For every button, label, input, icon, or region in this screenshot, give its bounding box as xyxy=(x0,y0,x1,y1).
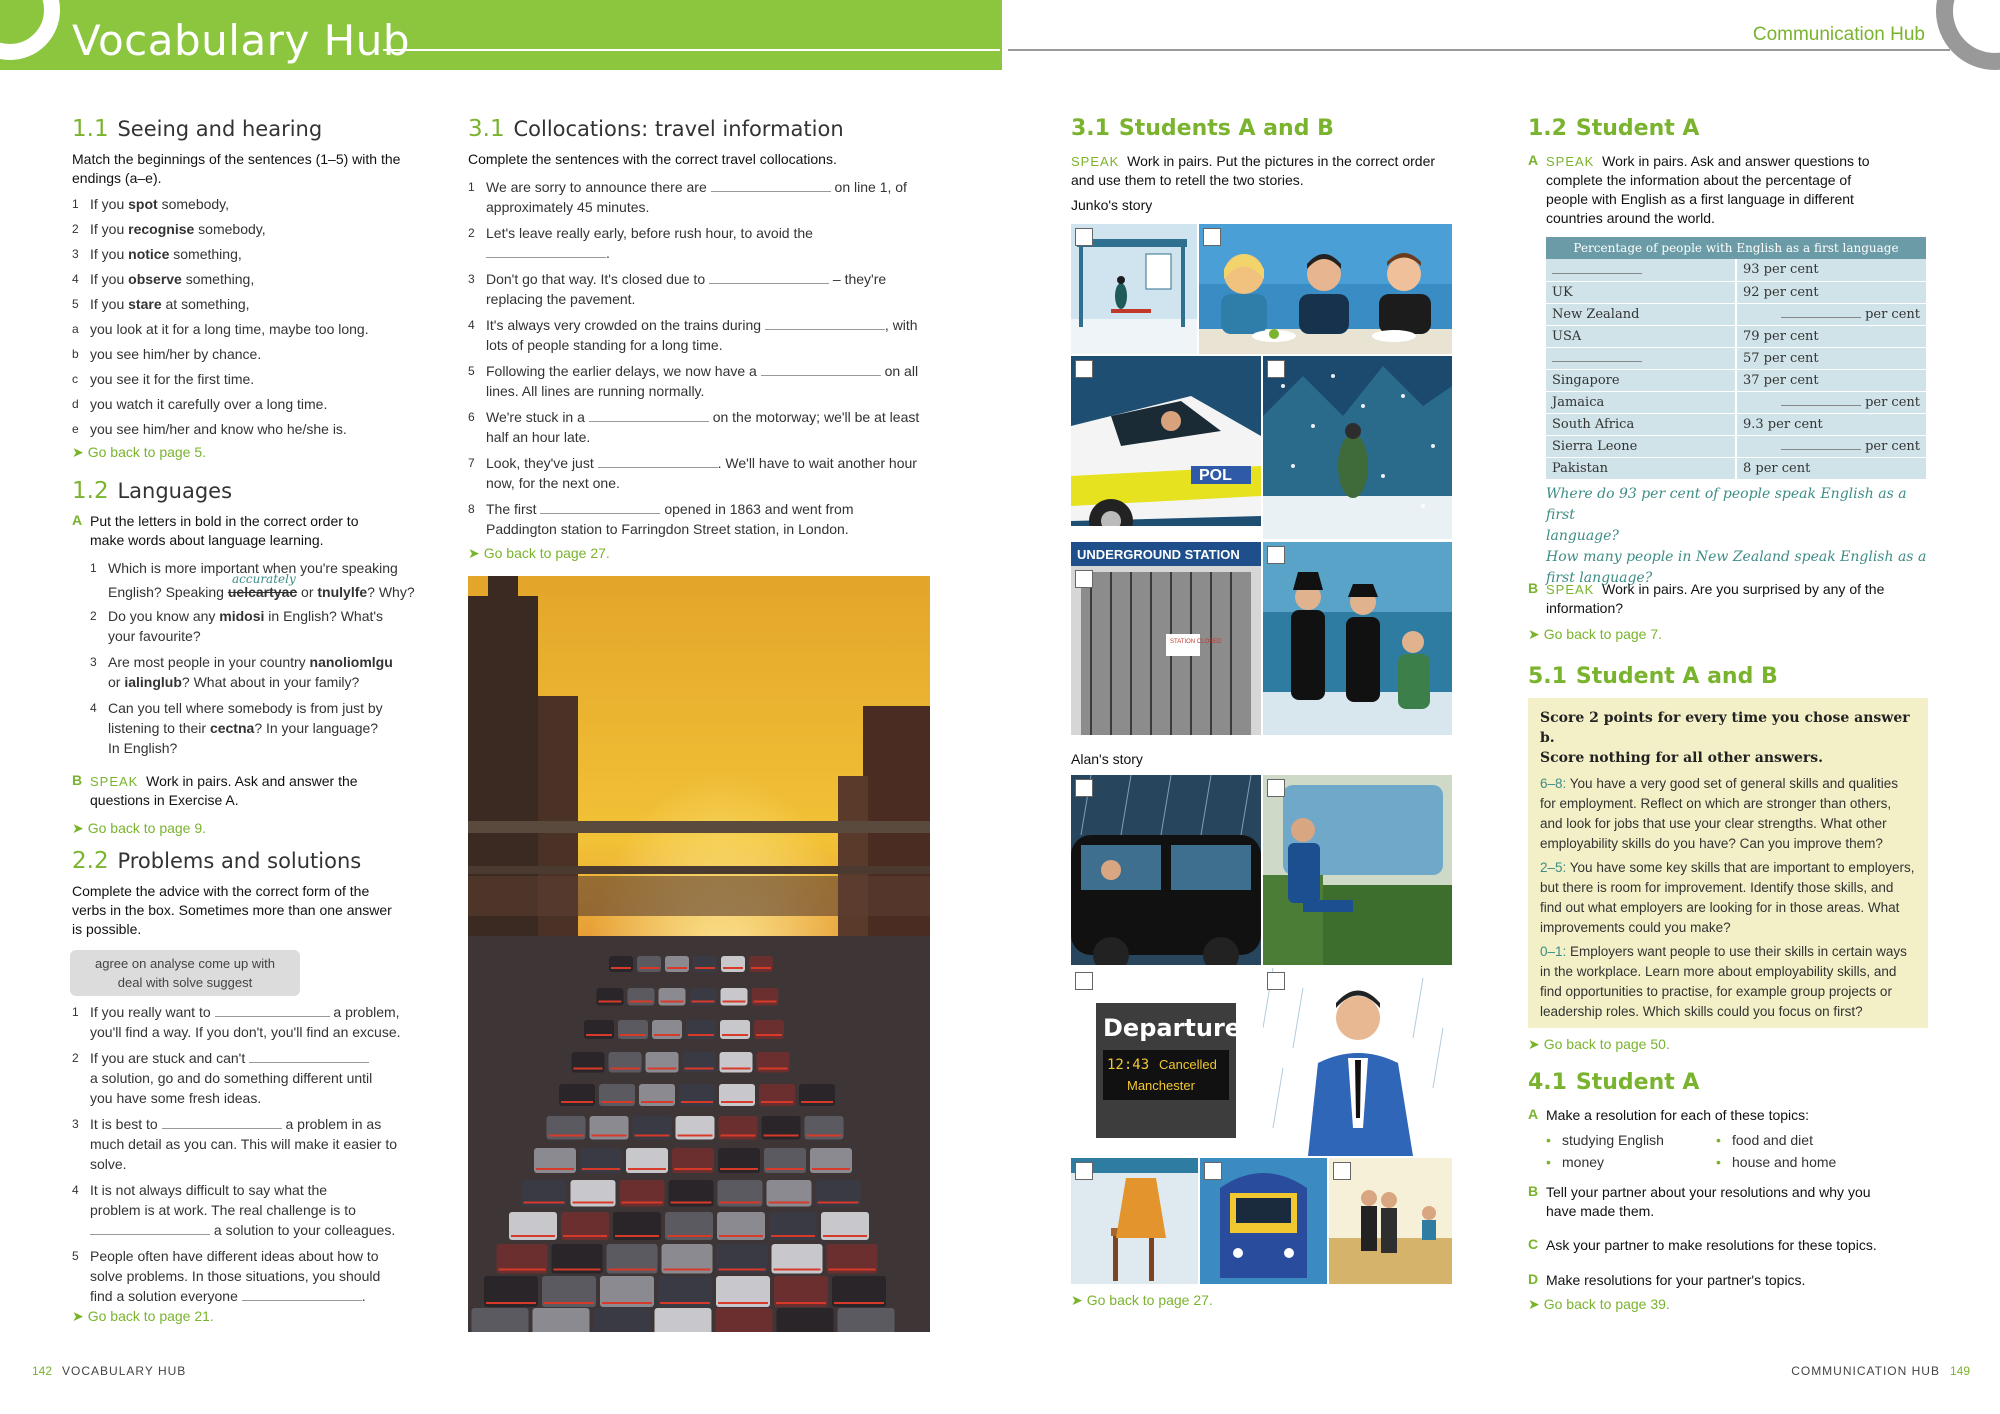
svg-text:12:43: 12:43 xyxy=(1107,1057,1150,1073)
car-taillight xyxy=(720,1168,758,1170)
picture-underground-station-closed xyxy=(1071,542,1261,735)
list-item-line: In English? xyxy=(108,740,178,756)
car-taillight xyxy=(601,1101,633,1103)
car-taillight xyxy=(766,1168,804,1170)
list-item: 5 If you stare at something, xyxy=(72,296,250,312)
picture-train xyxy=(1200,1158,1327,1284)
car-taillight xyxy=(723,967,743,969)
order-checkbox[interactable] xyxy=(1267,779,1285,797)
car xyxy=(609,956,633,972)
word-box: agree on analyse come up with deal with solve suggest xyxy=(70,950,300,996)
car xyxy=(594,1308,651,1332)
car-taillight xyxy=(751,967,771,969)
car-taillight xyxy=(511,1235,555,1237)
section-number: 1.1 xyxy=(72,116,109,142)
car-taillight xyxy=(722,1034,748,1036)
car-taillight xyxy=(499,1269,546,1271)
car-taillight xyxy=(639,967,659,969)
section-1-1-seeing-hearing xyxy=(72,116,412,462)
car-taillight xyxy=(807,1135,842,1137)
percentage-table xyxy=(1546,237,1926,480)
car xyxy=(693,956,717,972)
car-taillight xyxy=(719,1235,763,1237)
arrow-right-icon: ➤ xyxy=(72,444,84,460)
order-checkbox[interactable] xyxy=(1075,360,1093,378)
list-item: b you see him/her by chance. xyxy=(72,346,262,362)
car-taillight xyxy=(823,1235,867,1237)
car-taillight xyxy=(615,1235,659,1237)
picture-police-car xyxy=(1071,356,1261,539)
car-taillight xyxy=(829,1269,876,1271)
handwritten-answer: accurately xyxy=(232,572,296,586)
car-taillight xyxy=(524,1202,565,1204)
car xyxy=(752,988,779,1006)
page-number: 149 xyxy=(1949,1364,1970,1378)
section-title: Student A and B xyxy=(1575,664,1778,689)
go-back-link-page-7[interactable]: ➤ Go back to page 7. xyxy=(1528,626,1663,642)
section-4-1-student-a xyxy=(1528,1070,1928,1314)
svg-text:POL: POL xyxy=(1199,467,1232,484)
footer-right xyxy=(1791,1364,1980,1378)
list-item: • food and diet xyxy=(1716,1132,1813,1148)
order-checkbox[interactable] xyxy=(1267,972,1285,990)
svg-text:Departures: Departures xyxy=(1103,1014,1256,1042)
car-taillight xyxy=(761,1101,793,1103)
picture-man-on-train xyxy=(1263,775,1452,965)
list-item-line: approximately 45 minutes. xyxy=(486,199,650,215)
car-taillight xyxy=(592,1135,627,1137)
table-header: Percentage of people with English as a first language xyxy=(1546,237,1926,259)
question-list xyxy=(72,558,422,758)
car-taillight xyxy=(563,1235,607,1237)
section-number: 1.2 xyxy=(1528,116,1567,141)
car xyxy=(749,956,773,972)
list-item: 7 Look, they've just . We'll have to wait another hour xyxy=(468,455,917,471)
car-taillight xyxy=(622,1202,663,1204)
car-taillight xyxy=(544,1302,594,1304)
score-rule: Score nothing for all other answers. xyxy=(1540,750,1824,766)
list-item-line: English? Speaking uelcartyac or tnulylfe? Why? xyxy=(108,584,415,600)
handwritten-question: language? xyxy=(1546,528,1619,544)
car-taillight xyxy=(764,1135,799,1137)
section-title: Collocations: travel information xyxy=(513,117,844,141)
sentence-list xyxy=(468,177,938,539)
advice-list xyxy=(72,1002,422,1326)
page-title-vocabulary-hub: Vocabulary Hub xyxy=(72,16,411,65)
arrow-right-icon: ➤ xyxy=(1528,626,1540,642)
header-rule-right xyxy=(1008,49,1950,51)
section-title: Student A xyxy=(1575,116,1700,141)
car-taillight xyxy=(561,1101,593,1103)
list-item-line: replacing the pavement. xyxy=(486,291,636,307)
list-item: 6 We're stuck in a on the motorway; we'll be at least xyxy=(468,409,920,425)
list-item: 4 If you observe something, xyxy=(72,271,255,287)
header-rule xyxy=(383,49,1000,51)
go-back-link-page-27[interactable]: ➤ Go back to page 27. xyxy=(468,545,610,561)
section-1-2-languages xyxy=(72,478,422,838)
section-2-2-problems-solutions xyxy=(72,848,422,939)
footer-label: VOCABULARY HUB xyxy=(62,1364,187,1378)
car xyxy=(665,956,689,972)
footer-label: COMMUNICATION HUB xyxy=(1791,1364,1940,1378)
list-item: 1 Which is more important when you're speaking xyxy=(90,560,398,576)
section-number: 5.1 xyxy=(1528,664,1567,689)
car xyxy=(628,988,655,1006)
exercise-b: B Tell your partner about your resolutions and why you have made them. xyxy=(1528,1183,1871,1219)
order-checkbox[interactable] xyxy=(1075,972,1093,990)
arrow-right-icon: ➤ xyxy=(1528,1296,1540,1312)
section-number: 3.1 xyxy=(468,116,505,142)
exercise-a: A Make a resolution for each of these topics: xyxy=(1528,1106,1810,1123)
arrow-right-icon: ➤ xyxy=(72,820,84,836)
list-item-line: problem is at work. The real challenge is to xyxy=(90,1202,356,1218)
car xyxy=(721,988,748,1006)
topic-list xyxy=(1528,1129,1928,1173)
list-item: 4 It is not always difficult to say what the xyxy=(72,1182,328,1198)
order-checkbox[interactable] xyxy=(1267,546,1285,564)
picture-coat-on-chair xyxy=(1071,1158,1198,1284)
list-item-line: . xyxy=(468,243,938,263)
go-back-link-page-27-comm[interactable]: ➤ Go back to page 27. xyxy=(1071,1292,1213,1308)
go-back-link-page-21[interactable]: ➤ Go back to page 21. xyxy=(72,1308,214,1324)
car-taillight xyxy=(630,1001,653,1003)
footer-left xyxy=(22,1364,186,1378)
svg-text:UNDERGROUND STATION: UNDERGROUND STATION xyxy=(1077,547,1240,562)
car-taillight xyxy=(723,1001,746,1003)
car-taillight xyxy=(818,1202,859,1204)
section-number: 1.2 xyxy=(72,478,109,504)
list-item-line: find a solution everyone . xyxy=(90,1288,366,1304)
list-item: • house and home xyxy=(1716,1154,1837,1170)
table-row: USA 79 per cent xyxy=(1546,325,1926,347)
car-taillight xyxy=(688,1034,714,1036)
car-taillight xyxy=(719,1269,766,1271)
car-taillight xyxy=(771,1235,815,1237)
car-taillight xyxy=(769,1202,810,1204)
car xyxy=(637,956,661,972)
list-item-line: now, for the next one. xyxy=(486,475,620,491)
car-taillight xyxy=(834,1302,884,1304)
exercise-b: B SPEAK Work in pairs. Ask and answer the questions in Exercise A. xyxy=(72,772,358,808)
car-taillight xyxy=(573,1202,614,1204)
car-taillight xyxy=(801,1101,833,1103)
car-taillight xyxy=(754,1001,777,1003)
car-taillight xyxy=(554,1269,601,1271)
svg-text:Manchester: Manchester xyxy=(1127,1078,1195,1093)
go-back-link-page-5[interactable]: ➤ Go back to page 5. xyxy=(72,444,207,460)
table-row: Singapore 37 per cent xyxy=(1546,369,1926,391)
car xyxy=(716,1308,773,1332)
list-item: 3 It is best to a problem in as xyxy=(72,1116,382,1132)
list-item: 4 Can you tell where somebody is from just by xyxy=(90,700,383,716)
arrow-right-icon: ➤ xyxy=(1071,1292,1083,1308)
list-item: 2 Do you know any midosi in English? What's xyxy=(90,608,384,624)
car-taillight xyxy=(756,1034,782,1036)
car-taillight xyxy=(641,1101,673,1103)
car-taillight xyxy=(609,1269,656,1271)
car-taillight xyxy=(635,1135,670,1137)
instruction: SPEAK Work in pairs. Put the pictures in the correct order and use them to retell the two stories. xyxy=(1071,153,1436,188)
car-taillight xyxy=(681,1101,713,1103)
list-item: 4 It's always very crowded on the trains during , with xyxy=(468,317,918,333)
list-item-line: your favourite? xyxy=(108,628,201,644)
car-taillight xyxy=(664,1269,711,1271)
list-item-line: you'll find a way. If you don't, you'll find an excuse. xyxy=(90,1024,401,1040)
instruction: Match the beginnings of the sentences (1–5) with the endings (a–e). xyxy=(72,151,401,186)
car-taillight xyxy=(718,1302,768,1304)
car-taillight xyxy=(671,1202,712,1204)
car xyxy=(754,1020,784,1039)
traffic-jam-photo xyxy=(468,576,930,1332)
car-taillight xyxy=(661,1001,684,1003)
car-taillight xyxy=(599,1001,622,1003)
car xyxy=(472,1308,529,1332)
list-item: 3 Don't go that way. It's closed due to – they're xyxy=(468,271,887,287)
picture-bus-stop xyxy=(1071,224,1197,354)
car xyxy=(690,988,717,1006)
go-back-link-page-39[interactable]: ➤ Go back to page 39. xyxy=(1528,1296,1670,1312)
list-item: 3 Are most people in your country nanoliomlgu xyxy=(90,654,393,670)
story-label-junko: Junko's story xyxy=(1071,197,1153,213)
table-row: Jamaica per cent xyxy=(1546,391,1926,413)
list-item-line: listening to their cectna? In your language? xyxy=(108,720,379,736)
list-item-line: solve. xyxy=(90,1156,127,1172)
exercise-c: C Ask your partner to make resolutions for these topics. xyxy=(1528,1236,1877,1253)
car-taillight xyxy=(602,1302,652,1304)
car-taillight xyxy=(774,1269,821,1271)
section-3-1-students-a-b xyxy=(1071,116,1471,215)
arrow-right-icon: ➤ xyxy=(1528,1036,1540,1052)
list-item-line: half an hour late. xyxy=(486,429,591,445)
list-item: 2 If you recognise somebody, xyxy=(72,221,266,237)
picture-taxi-rain xyxy=(1071,775,1261,965)
handwritten-question: first language? xyxy=(1546,570,1653,586)
picture-snow-street xyxy=(1263,356,1452,539)
car-taillight xyxy=(721,1101,753,1103)
go-back-link-page-9[interactable]: ➤ Go back to page 9. xyxy=(72,820,207,836)
list-item: • studying English xyxy=(1546,1132,1664,1148)
car-taillight xyxy=(721,1135,756,1137)
car-taillight xyxy=(586,1034,612,1036)
car xyxy=(659,988,686,1006)
car-taillight xyxy=(695,967,715,969)
car-taillight xyxy=(611,967,631,969)
car xyxy=(584,1020,614,1039)
arrow-right-icon: ➤ xyxy=(72,1308,84,1324)
instruction: Complete the advice with the correct form of the verbs in the box. Sometimes more than one answer is possible. xyxy=(72,883,392,937)
car-taillight xyxy=(628,1168,666,1170)
section-title: Student A xyxy=(1575,1070,1700,1095)
picture-hotel-reception xyxy=(1329,1158,1452,1284)
example-questions xyxy=(1546,484,1936,589)
list-item: 3 If you notice something, xyxy=(72,246,242,262)
car-taillight xyxy=(667,967,687,969)
list-item: • money xyxy=(1546,1154,1605,1170)
car xyxy=(533,1308,590,1332)
order-checkbox[interactable] xyxy=(1267,360,1285,378)
car xyxy=(618,1020,648,1039)
exercise-a: A SPEAK Work in pairs. Ask and answer questions to complete the information about the percentage of people with English as a first language in different countries around the world. xyxy=(1528,152,1870,226)
section-1-2-student-a xyxy=(1528,116,1928,228)
score-box xyxy=(1528,698,1928,1028)
section-title: Seeing and hearing xyxy=(117,117,323,141)
score-rule: Score 2 points for every time you chose answer b. xyxy=(1540,710,1910,746)
car-taillight xyxy=(536,1168,574,1170)
list-item: 2 If you are stuck and can't xyxy=(72,1048,422,1068)
arrow-right-icon: ➤ xyxy=(468,545,480,561)
section-title: Problems and solutions xyxy=(117,849,362,873)
list-item-line: lines. All lines are running normally. xyxy=(486,383,705,399)
table-row: Pakistan 8 per cent xyxy=(1546,457,1926,479)
table-row: 93 per cent xyxy=(1546,259,1926,281)
car-taillight xyxy=(549,1135,584,1137)
car-taillight xyxy=(812,1168,850,1170)
car xyxy=(597,988,624,1006)
list-item: 5 Following the earlier delays, we now have a on all xyxy=(468,363,919,379)
car-taillight xyxy=(720,1202,761,1204)
car xyxy=(652,1020,682,1039)
section-number: 3.1 xyxy=(1071,116,1110,141)
order-checkbox[interactable] xyxy=(1333,1162,1351,1180)
car xyxy=(655,1308,712,1332)
section-title: Languages xyxy=(117,479,233,503)
car-taillight xyxy=(776,1302,826,1304)
svg-text:Cancelled: Cancelled xyxy=(1159,1057,1217,1072)
order-checkbox[interactable] xyxy=(1204,1162,1222,1180)
story-label-alan: Alan's story xyxy=(1071,751,1143,767)
list-item: 1 If you spot somebody, xyxy=(72,196,230,212)
car xyxy=(777,1308,834,1332)
car xyxy=(686,1020,716,1039)
car-taillight xyxy=(648,1068,677,1070)
exercise-d: D Make resolutions for your partner's topics. xyxy=(1528,1271,1806,1288)
car-taillight xyxy=(692,1001,715,1003)
table-row: 57 per cent xyxy=(1546,347,1926,369)
car-taillight xyxy=(678,1135,713,1137)
exercise-a: A Put the letters in bold in the correct order to make words about language learning. xyxy=(72,512,359,548)
list-item: a you look at it for a long time, maybe too long. xyxy=(72,321,369,337)
score-result: 6–8: You have a very good set of general skills and qualities for employment. Reflect on which are stronger than others, and look for jobs that use your clear strengths. What other employability skills do you have? Can you improve them? xyxy=(1540,776,1899,851)
section-3-1-travel-collocations xyxy=(468,116,938,563)
list-item: c you see it for the first time. xyxy=(72,371,255,387)
car-taillight xyxy=(685,1068,714,1070)
car-taillight xyxy=(486,1302,536,1304)
list-item: 1 If you really want to a problem, xyxy=(72,1004,400,1020)
car-taillight xyxy=(759,1068,788,1070)
exercise-b-comm: B SPEAK Work in pairs. Are you surprised by any of the information? ➤ Go back to page 7. xyxy=(1528,580,1928,644)
section-number: 2.2 xyxy=(72,848,109,874)
car-taillight xyxy=(674,1168,712,1170)
list-item-line: lots of people standing for a long time. xyxy=(486,337,723,353)
car-taillight xyxy=(654,1034,680,1036)
corner-ring-decoration-right xyxy=(1936,0,2000,70)
table-row: Sierra Leone per cent xyxy=(1546,435,1926,457)
page-title-communication-hub: Communication Hub xyxy=(1752,24,1925,45)
table-row: New Zealand per cent xyxy=(1546,303,1926,325)
list-item-line: a solution to your colleagues. xyxy=(72,1220,422,1240)
list-item-line: much detail as you can. This will make it easier to xyxy=(90,1136,398,1152)
score-result: 0–1: Employers want people to use their skills in certain ways in the workplace. Learn more about employability skills, and find opportunities to practise, for example group projects or leadership roles. Which skills could you focus on first? xyxy=(1540,944,1907,1019)
order-checkbox[interactable] xyxy=(1075,1162,1093,1180)
list-item: d you watch it carefully over a long time. xyxy=(72,396,328,412)
car xyxy=(721,956,745,972)
table-row: UK 92 per cent xyxy=(1546,281,1926,303)
list-item: 8 The first opened in 1863 and went from xyxy=(468,501,854,517)
picture-restaurant-friends xyxy=(1199,224,1452,354)
car-taillight xyxy=(660,1302,710,1304)
car-taillight xyxy=(582,1168,620,1170)
list-item-line: a solution, go and do something different until xyxy=(90,1070,373,1086)
handwritten-question: How many people in New Zealand speak English as a xyxy=(1546,549,1927,565)
go-back-link-page-50[interactable]: ➤ Go back to page 50. xyxy=(1528,1036,1670,1052)
table-row: South Africa 9.3 per cent xyxy=(1546,413,1926,435)
picture-departures-board xyxy=(1071,968,1261,1156)
picture-man-in-rain xyxy=(1263,968,1452,1156)
car-taillight xyxy=(611,1068,640,1070)
page-number: 142 xyxy=(32,1364,53,1378)
score-result: 2–5: You have some key skills that are important to employers, but there is room for improvement. Identify those skills, and find out what employers are looking for in those areas. What improvements could you make? xyxy=(1540,860,1915,935)
car xyxy=(720,1020,750,1039)
handwritten-question: Where do 93 per cent of people speak English as a first xyxy=(1546,486,1907,523)
car-taillight xyxy=(722,1068,751,1070)
picture-police-officers xyxy=(1263,542,1452,735)
list-item-line: or ialinglub? What about in your family? xyxy=(108,674,360,690)
section-number: 4.1 xyxy=(1528,1070,1567,1095)
section-title: Students A and B xyxy=(1118,116,1334,141)
list-item-line: you have some fresh ideas. xyxy=(90,1090,262,1106)
svg-text:STATION CLOSED: STATION CLOSED xyxy=(1170,639,1222,645)
list-item: 2 Let's leave really early, before rush hour, to avoid the xyxy=(468,225,813,241)
car-taillight xyxy=(620,1034,646,1036)
section-5-1-heading xyxy=(1528,664,1778,689)
list-item: 1 We are sorry to announce there are on line 1, of xyxy=(468,179,907,195)
match-list xyxy=(72,192,412,442)
car-taillight xyxy=(574,1068,603,1070)
instruction: Complete the sentences with the correct travel collocations. xyxy=(468,151,837,167)
list-item-line: solve problems. In those situations, you should xyxy=(90,1268,381,1284)
order-checkbox[interactable] xyxy=(1075,570,1093,588)
order-checkbox[interactable] xyxy=(1075,228,1093,246)
car xyxy=(838,1308,895,1332)
list-item: e you see him/her and know who he/she is. xyxy=(72,421,347,437)
list-item-line: Paddington station to Farringdon Street station, in London. xyxy=(486,521,849,537)
car-taillight xyxy=(667,1235,711,1237)
list-item: 5 People often have different ideas about how to xyxy=(72,1248,379,1264)
order-checkbox[interactable] xyxy=(1075,779,1093,797)
order-checkbox[interactable] xyxy=(1203,228,1221,246)
